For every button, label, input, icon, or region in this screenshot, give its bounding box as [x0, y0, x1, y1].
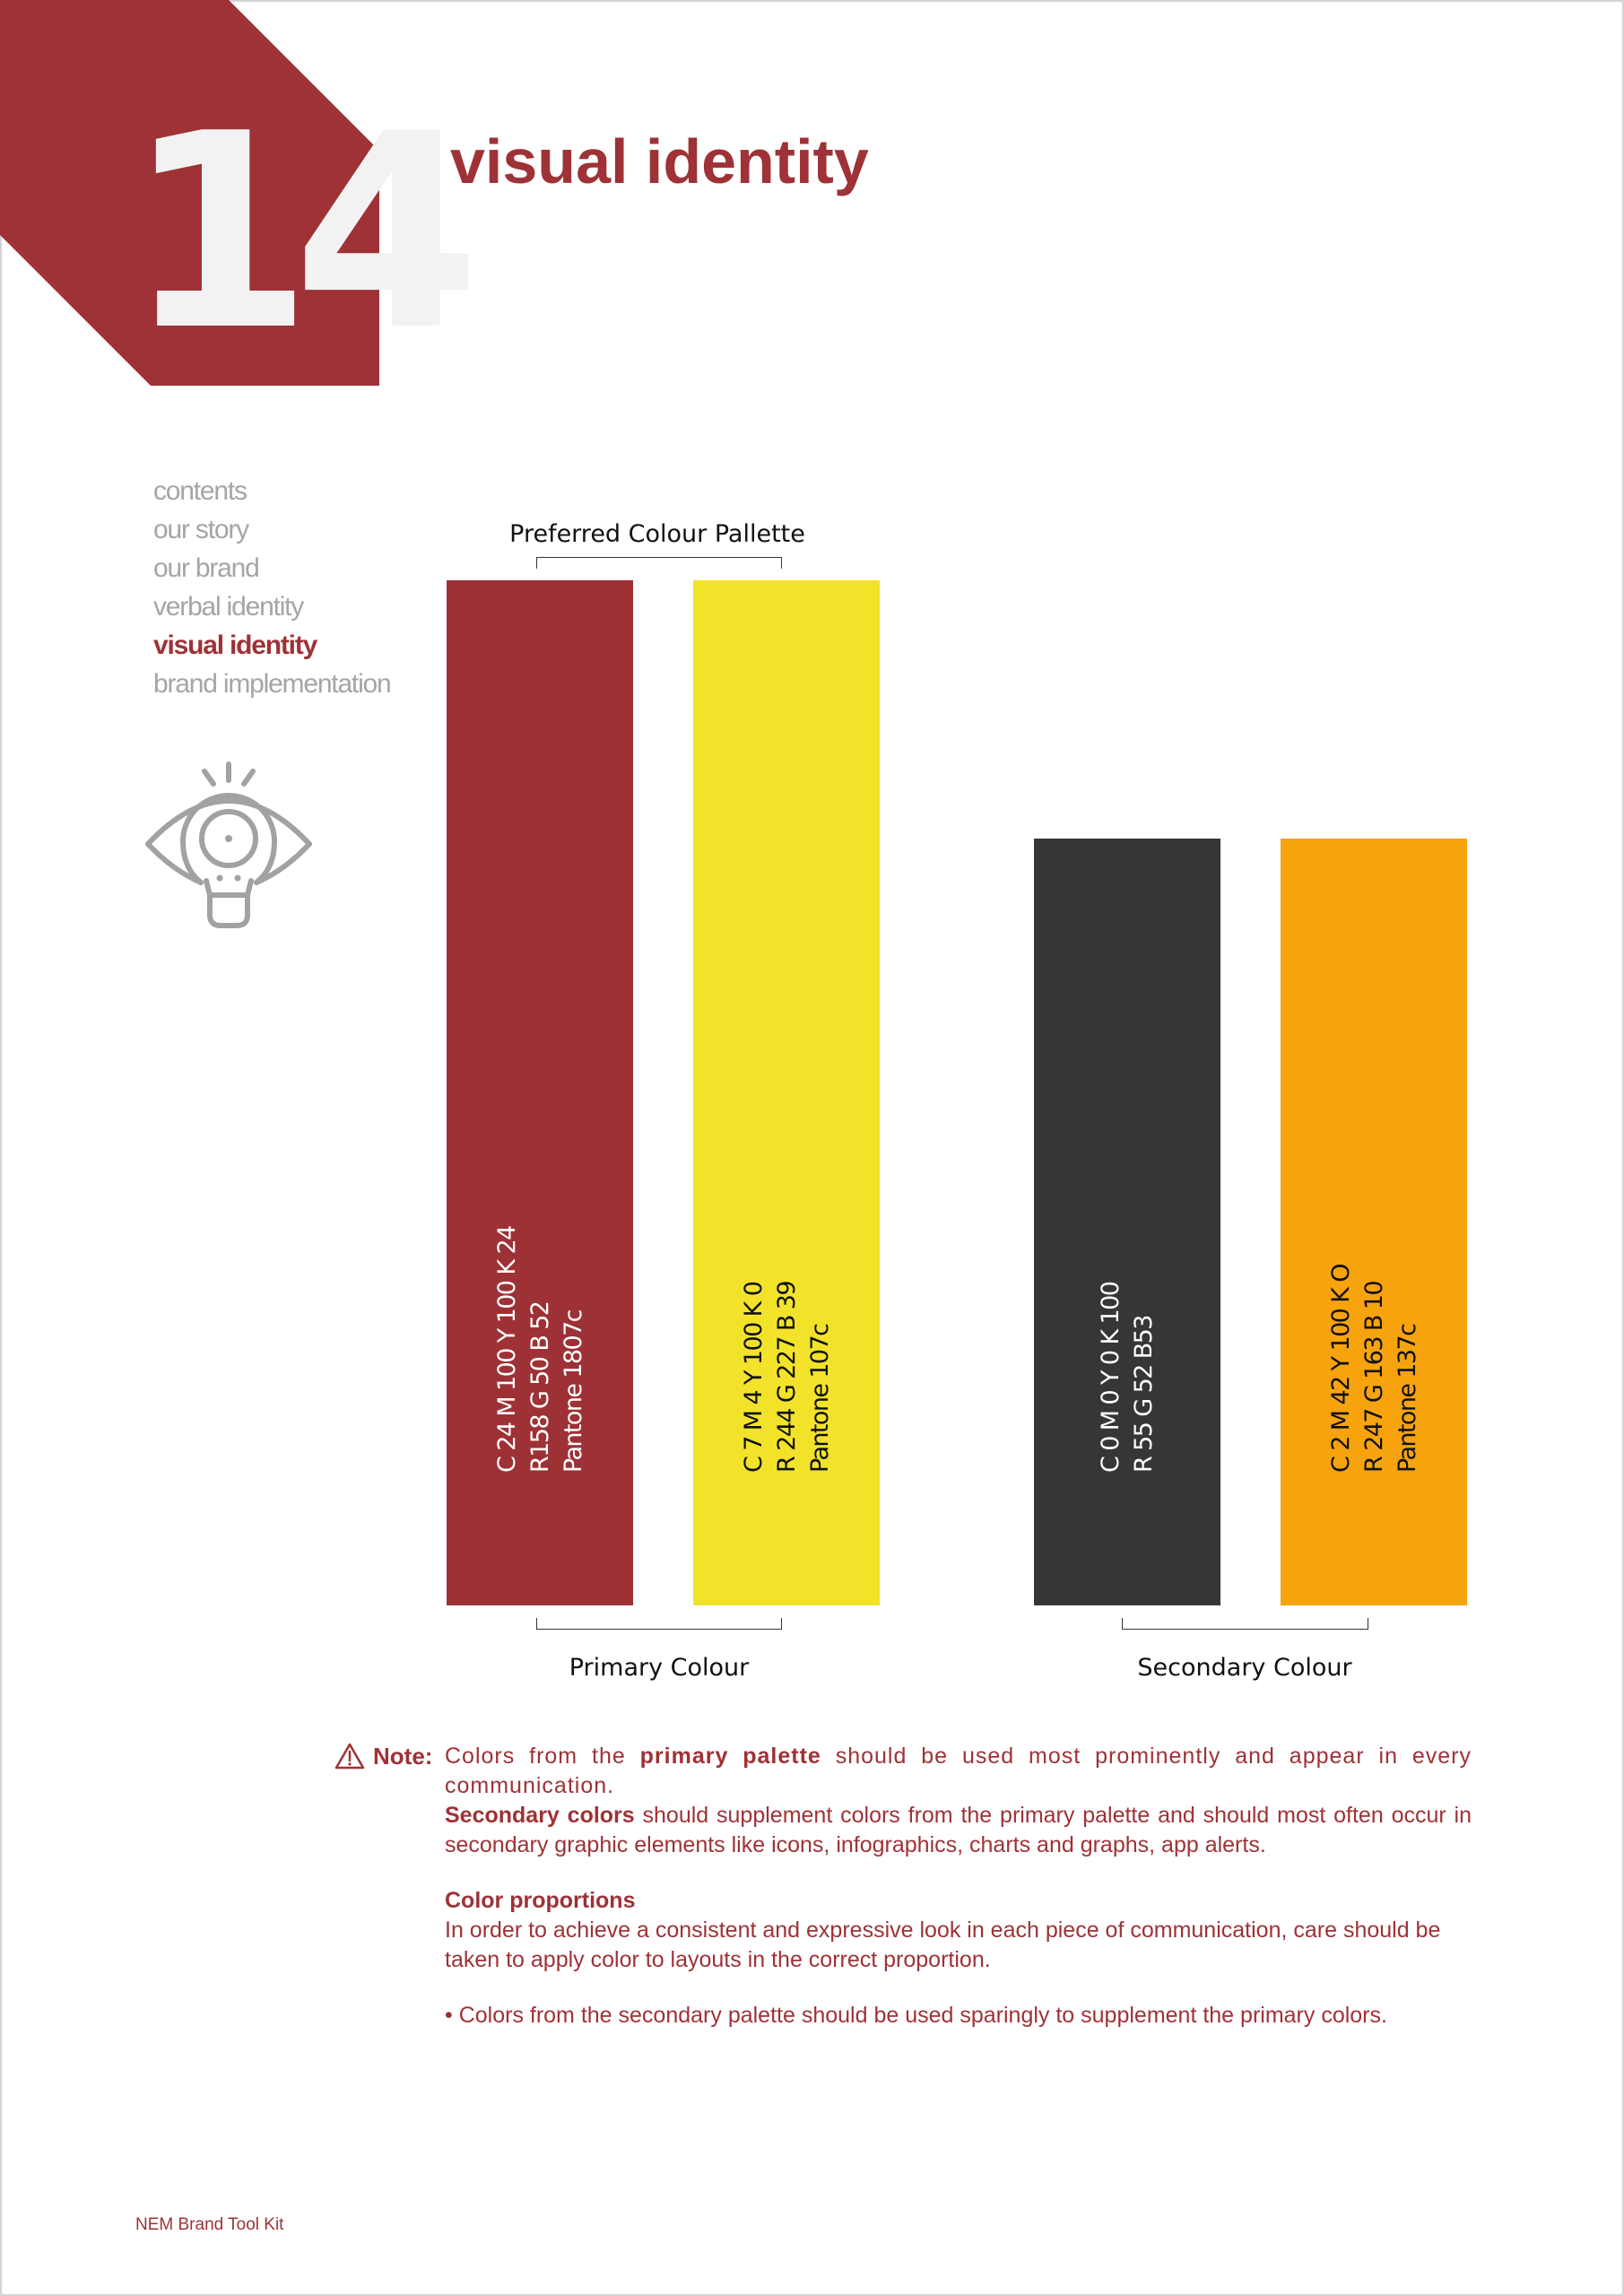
swatch-primary-red [447, 580, 633, 1605]
swatch-spec-line: C 2 M 42 Y 100 K O [1327, 1265, 1355, 1473]
swatch-spec-line: R 244 G 227 B 39 [773, 1282, 801, 1473]
nav-item-our-brand[interactable]: our brand [153, 553, 259, 583]
page-title: visual identity [450, 126, 869, 196]
section-nav [153, 472, 391, 703]
swatch-spec-line: C 7 M 4 Y 100 K 0 [740, 1282, 768, 1473]
swatch-primary-yellow-specs [737, 1282, 837, 1473]
color-proportions-heading: Color proportions [445, 1888, 636, 1913]
swatch-spec-line: R 247 G 163 B 10 [1360, 1282, 1388, 1473]
note-emphasis: Secondary colors [445, 1803, 635, 1828]
swatch-secondary-black [1034, 839, 1220, 1605]
chapter-number: 14 [126, 76, 461, 389]
preferred-palette-heading: Preferred Colour Pallette [509, 520, 805, 548]
swatch-secondary-black-specs [1094, 1283, 1160, 1473]
note-body [445, 1742, 1472, 2031]
warning-triangle-icon [334, 1742, 366, 1770]
swatch-primary-yellow [693, 580, 880, 1605]
note-text: should be used most prominently and appear in every communication. [445, 1744, 1472, 1798]
swatch-spec-line: C 0 M 0 Y 0 K 100 [1097, 1282, 1125, 1473]
nav-item-contents[interactable]: contents [153, 476, 247, 506]
swatch-primary-red-specs [491, 1226, 590, 1473]
eye-lightbulb-icon [145, 761, 314, 931]
nav-item-brand-implementation[interactable]: brand implementation [153, 669, 391, 699]
nav-item-visual-identity[interactable]: visual identity [153, 631, 317, 660]
note-paragraph-secondary [445, 1801, 1472, 1860]
note-bullet: • Colors from the secondary palette should be used sparingly to supplement the primary colors. [445, 2003, 1387, 2028]
primary-bracket [536, 1618, 782, 1630]
color-proportions-text: In order to achieve a consistent and expressive look in each piece of communication, care should be taken to apply color to layouts in the correct proportion. [445, 1918, 1441, 1972]
note-paragraph-primary [445, 1742, 1472, 1801]
swatch-spec-line: R158 G 50 B 52 [526, 1301, 554, 1473]
footer-text: NEM Brand Tool Kit [135, 2215, 284, 2234]
note-text: should supplement colors from the primary palette and should most often occur in secondary graphic elements like icons, infographics, charts and graphs, app alerts. [445, 1803, 1472, 1857]
note-text: Colors from the [445, 1744, 626, 1769]
swatch-spec-line: C 24 M 100 Y 100 K 24 [493, 1226, 521, 1473]
swatch-spec-line: R 55 G 52 B53 [1130, 1316, 1158, 1473]
preferred-bracket [536, 557, 782, 569]
note-label: Note: [373, 1743, 433, 1770]
primary-colour-label: Primary Colour [569, 1654, 750, 1682]
secondary-bracket [1122, 1618, 1368, 1630]
swatch-secondary-orange [1281, 839, 1467, 1605]
swatch-spec-line: Pantone 137c [1394, 1324, 1421, 1473]
nav-item-our-story[interactable]: our story [153, 515, 248, 544]
swatch-spec-line: Pantone 107c [806, 1324, 834, 1473]
secondary-colour-label: Secondary Colour [1137, 1654, 1352, 1682]
nav-item-verbal-identity[interactable]: verbal identity [153, 592, 304, 622]
swatch-secondary-orange-specs [1324, 1265, 1424, 1473]
note-emphasis: primary palette [639, 1744, 821, 1769]
swatch-spec-line: Pantone 1807c [560, 1310, 587, 1473]
